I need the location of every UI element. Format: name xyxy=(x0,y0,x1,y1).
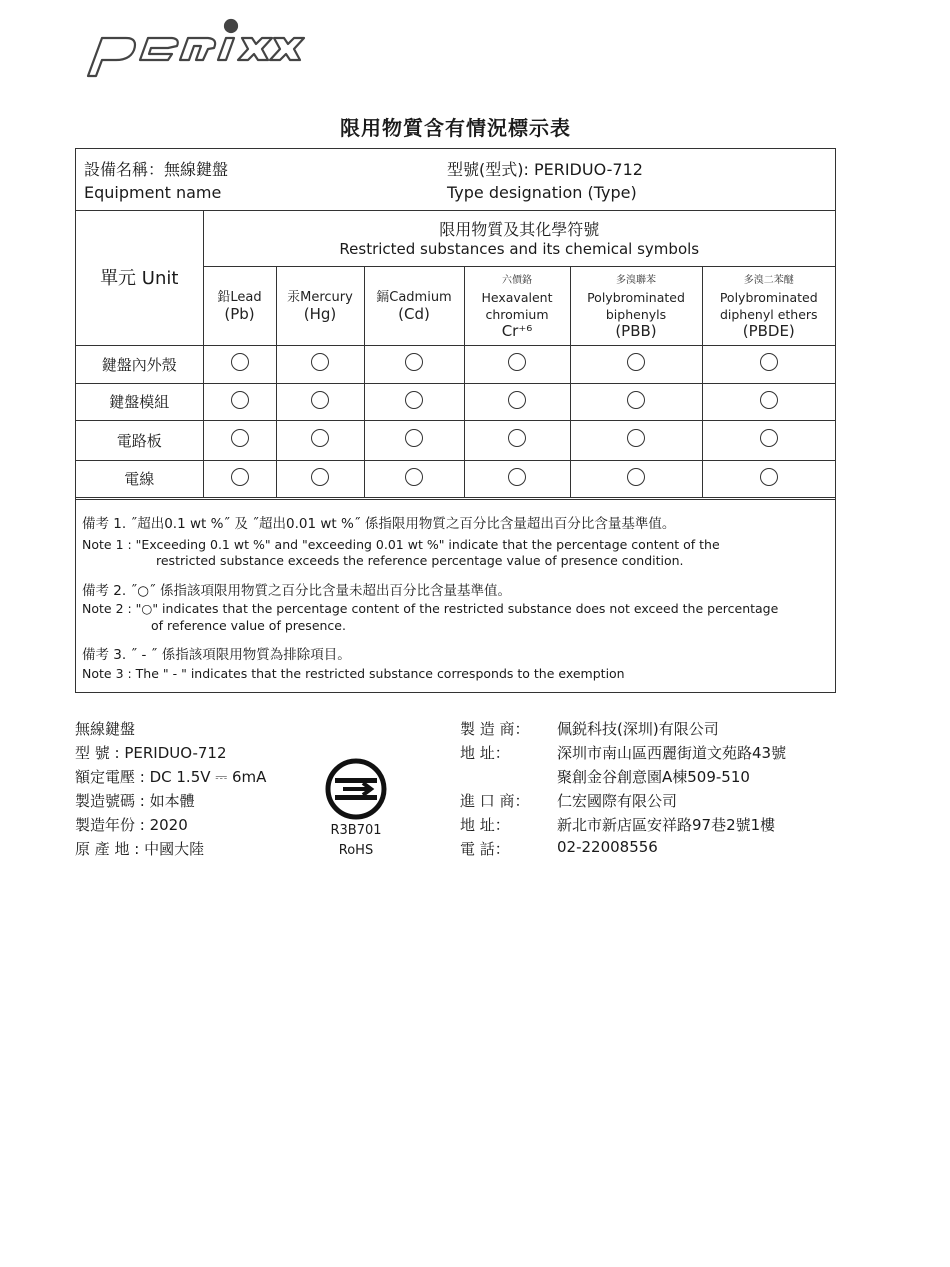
circle-mark-icon xyxy=(627,429,645,447)
table-row xyxy=(76,345,835,383)
col-lead-symbol: (Pb) xyxy=(224,304,255,323)
substances-header-cn: 限用物質及其化學符號 xyxy=(439,220,600,240)
cell-presence xyxy=(464,345,570,383)
note1-cn: 備考 1. ˝超出0.1 wt %˝ 及 ˝超出0.01 wt %˝ 係指限用物質之百分比含量超出百分比含量基準值。 xyxy=(82,516,676,532)
unit-header: 單元 Unit xyxy=(76,210,203,345)
col-pbb-en2: biphenyls xyxy=(605,306,667,322)
label-origin: 原 產 地 : 中國大陸 xyxy=(75,840,205,858)
col-mercury-symbol: (Hg) xyxy=(303,304,337,323)
cell-presence xyxy=(276,460,364,497)
cell-presence xyxy=(570,383,702,420)
col-hexavalent-chromium xyxy=(464,266,570,345)
circle-mark-icon xyxy=(760,391,778,409)
cell-presence xyxy=(203,345,276,383)
table-row xyxy=(76,383,835,420)
circle-mark-icon xyxy=(760,468,778,486)
circle-mark-icon xyxy=(311,429,329,447)
cell-presence xyxy=(570,420,702,460)
note1-en-a: Note 1 : "Exceeding 0.1 wt %" and "exceeding 0.01 wt %" indicate that the percentage content of the xyxy=(82,537,720,552)
col-pbb-en1: Polybrominated xyxy=(587,289,685,305)
col-pbde xyxy=(702,266,835,345)
circle-mark-icon xyxy=(311,353,329,371)
type-designation-en: Type designation (Type) xyxy=(447,183,637,202)
row-label: 電線 xyxy=(76,460,203,497)
maker-address-label: 地 址： xyxy=(460,744,510,762)
col-mercury-name: 汞Mercury xyxy=(287,289,353,305)
substances-header-en: Restricted substances and its chemical symbols xyxy=(339,240,700,259)
cell-presence xyxy=(203,460,276,497)
substances-header xyxy=(203,210,835,266)
circle-mark-icon xyxy=(231,391,249,409)
label-product: 無線鍵盤 xyxy=(75,720,136,738)
cell-presence xyxy=(364,383,464,420)
note1-en-b: restricted substance exceeds the reference percentage value of presence condition. xyxy=(156,553,684,568)
col-pbde-en2: diphenyl ethers xyxy=(719,306,818,322)
table-row xyxy=(76,420,835,460)
col-pbb-cn: 多溴聯苯 xyxy=(616,274,656,286)
cell-presence xyxy=(203,420,276,460)
col-mercury xyxy=(276,266,364,345)
cell-presence xyxy=(464,383,570,420)
maker-label: 製 造 商： xyxy=(460,720,530,738)
note2-en-a: Note 2 : "○" indicates that the percentage content of the restricted substance does not exceed the percentage xyxy=(82,601,779,616)
circle-mark-icon xyxy=(760,429,778,447)
row-label: 鍵盤內外殼 xyxy=(76,345,203,383)
substance-table xyxy=(76,210,835,498)
cell-presence xyxy=(702,420,835,460)
maker-address-1: 深圳市南山區西麗街道文苑路43號 xyxy=(557,744,787,762)
maker-value: 佩鋭科技(深圳)有限公司 xyxy=(557,720,719,738)
circle-mark-icon xyxy=(508,391,526,409)
col-cr-cn: 六價鉻 xyxy=(502,274,532,286)
circle-mark-icon xyxy=(231,429,249,447)
col-pbde-symbol: (PBDE) xyxy=(742,321,795,340)
circle-mark-icon xyxy=(231,353,249,371)
note3-cn: 備考 3. ˝ - ˝ 係指該項限用物質為排除項目。 xyxy=(82,647,351,663)
col-cadmium-symbol: (Cd) xyxy=(398,304,430,323)
circle-mark-icon xyxy=(311,391,329,409)
cell-presence xyxy=(364,420,464,460)
label-serial: 製造號碼 : 如本體 xyxy=(75,792,195,810)
row-label: 鍵盤模組 xyxy=(76,383,203,420)
col-lead-name: 鉛Lead xyxy=(217,289,262,305)
cell-presence xyxy=(276,383,364,420)
cell-presence xyxy=(570,460,702,497)
cell-presence xyxy=(464,460,570,497)
circle-mark-icon xyxy=(311,468,329,486)
col-cr-en1: Hexavalent xyxy=(481,289,553,305)
row-label: 電路板 xyxy=(76,420,203,460)
notes-section xyxy=(76,499,835,692)
cell-presence xyxy=(702,345,835,383)
brand-text: perixx xyxy=(68,8,72,9)
bsmi-code: R3B701 xyxy=(330,823,382,838)
col-cr-en2: chromium xyxy=(485,306,549,322)
cell-presence xyxy=(203,383,276,420)
importer-address: 新北市新店區安祥路97巷2號1樓 xyxy=(557,816,776,834)
circle-mark-icon xyxy=(627,468,645,486)
equipment-name-cn: 設備名稱：無線鍵盤 xyxy=(84,160,229,179)
label-rating: 額定電壓 : DC 1.5V ⎓ 6mA xyxy=(75,768,267,786)
col-cr-symbol: Cr⁺⁶ xyxy=(501,321,533,340)
note2-cn: 備考 2. ˝○˝ 係指該項限用物質之百分比含量未超出百分比含量基準值。 xyxy=(82,583,512,599)
circle-mark-icon xyxy=(508,353,526,371)
maker-address-2: 聚創金谷創意園A棟509-510 xyxy=(557,768,750,786)
equipment-info xyxy=(76,149,835,211)
col-pbb-symbol: (PBB) xyxy=(615,321,657,340)
col-pbb xyxy=(570,266,702,345)
table-body xyxy=(76,345,835,497)
col-pbde-en1: Polybrominated xyxy=(719,289,818,305)
circle-mark-icon xyxy=(405,429,423,447)
perixx-logo xyxy=(68,8,318,83)
cell-presence xyxy=(464,420,570,460)
col-pbde-cn: 多溴二苯醚 xyxy=(743,274,794,286)
circle-mark-icon xyxy=(508,429,526,447)
cell-presence xyxy=(364,345,464,383)
circle-mark-icon xyxy=(405,353,423,371)
tel-value: 02-22008556 xyxy=(557,838,658,856)
note3-en: Note 3 : The " - " indicates that the restricted substance corresponds to the exemption xyxy=(82,666,625,681)
circle-mark-icon xyxy=(760,353,778,371)
type-designation-cn: 型號(型式): PERIDUO-712 xyxy=(447,160,643,179)
importer-address-label: 地 址： xyxy=(460,816,510,834)
circle-mark-icon xyxy=(508,468,526,486)
cell-presence xyxy=(364,460,464,497)
cell-presence xyxy=(702,460,835,497)
note2-en-b: of reference value of presence. xyxy=(151,618,346,633)
circle-mark-icon xyxy=(405,468,423,486)
cell-presence xyxy=(702,383,835,420)
col-cadmium-name: 鎘Cadmium xyxy=(376,289,452,305)
page-title: 限用物質含有情況標示表 xyxy=(340,116,571,140)
col-lead xyxy=(203,266,276,345)
equipment-name-en: Equipment name xyxy=(84,183,222,202)
cell-presence xyxy=(276,420,364,460)
rohs-table-frame xyxy=(75,148,836,693)
col-cadmium xyxy=(364,266,464,345)
label-model: 型 號 : PERIDUO-712 xyxy=(75,744,227,762)
circle-mark-icon xyxy=(627,391,645,409)
bsmi-mark-icon xyxy=(325,758,387,820)
circle-mark-icon xyxy=(231,468,249,486)
tel-label: 電 話： xyxy=(460,840,510,858)
importer-label: 進 口 商： xyxy=(460,792,530,810)
table-row xyxy=(76,460,835,497)
cell-presence xyxy=(276,345,364,383)
label-year: 製造年份 : 2020 xyxy=(75,816,188,834)
cell-presence xyxy=(570,345,702,383)
bsmi-rohs: RoHS xyxy=(338,843,374,858)
circle-mark-icon xyxy=(405,391,423,409)
circle-mark-icon xyxy=(627,353,645,371)
importer-value: 仁宏國際有限公司 xyxy=(557,792,678,810)
